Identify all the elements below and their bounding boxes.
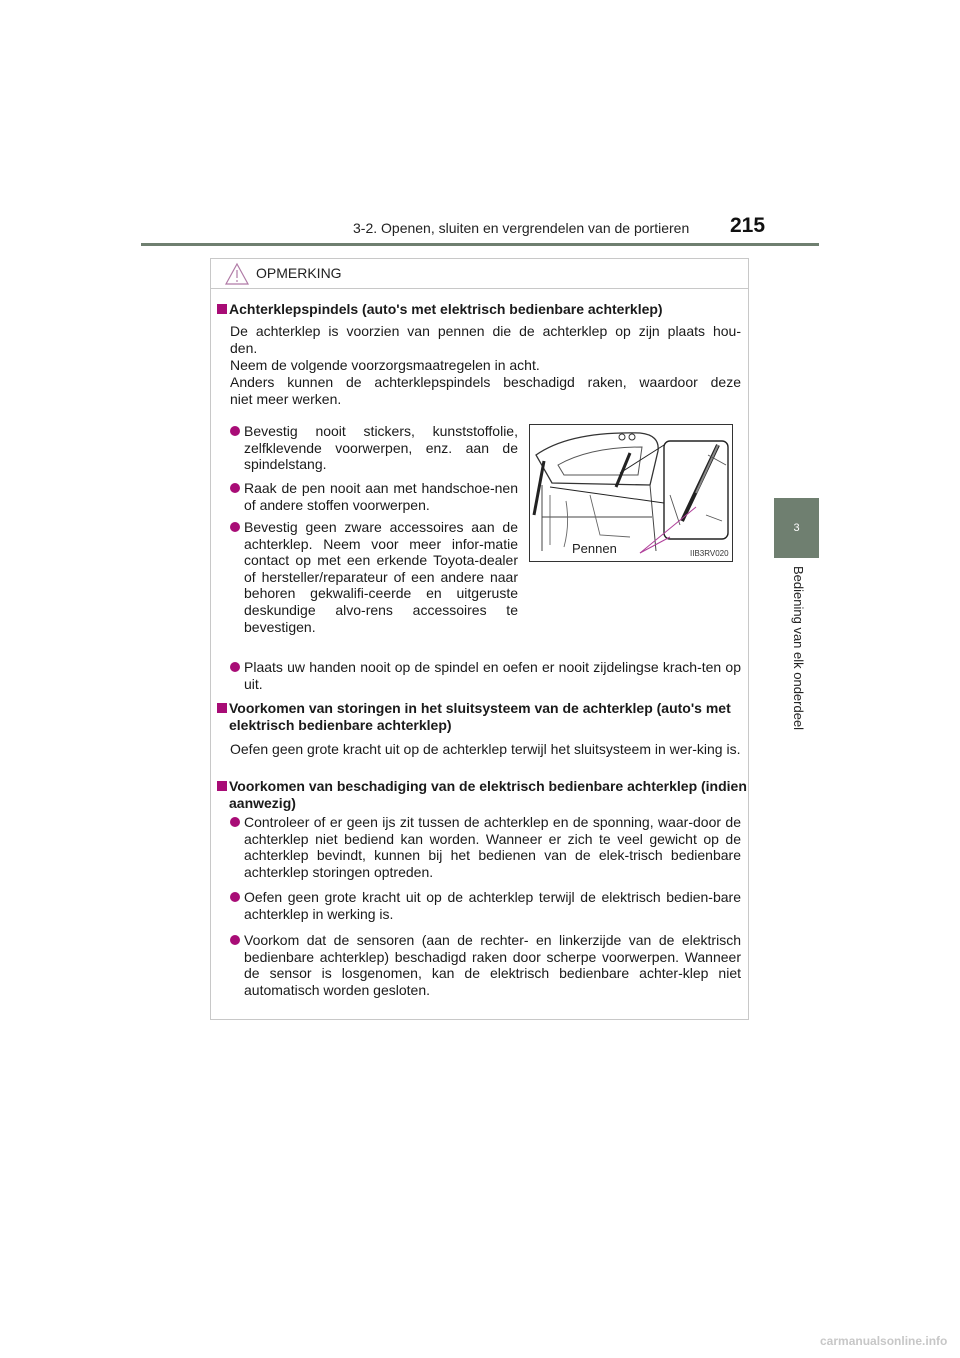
chapter-tab <box>774 498 819 558</box>
round-bullet-icon <box>230 662 240 672</box>
square-bullet-icon <box>217 703 227 713</box>
paragraph-line: Neem de volgende voorzorgsmaatregelen in acht. <box>230 357 540 373</box>
section-heading-closing-system: Voorkomen van storingen in het sluitsysteem van de achterklep (auto's met elektrisch bedienbare achterklep) <box>215 700 759 733</box>
notice-header <box>211 259 748 289</box>
square-bullet-icon <box>217 304 227 314</box>
paragraph-line: De achterklep is voorzien van pennen die de achterklep op zijn plaats hou- <box>230 323 741 339</box>
round-bullet-icon <box>230 522 240 532</box>
list-item: Oefen geen grote kracht uit op de achterklep terwijl de elektrisch bedien-bare achterklep in werking is. <box>230 889 741 922</box>
figure-code: IIB3RV020 <box>690 549 729 558</box>
list-item: Plaats uw handen nooit op de spindel en oefen er nooit zijdelingse krach-ten op uit. <box>230 659 741 692</box>
list-item: Controleer of er geen ijs zit tussen de achterklep en de sponning, waar-door de achterklep niet bediend kan worden. Wanneer er zich te veel gewicht op de achterklep bevindt, kunnen bij het bedienen van de elek-trisch bedienbare achterklep storingen optreden. <box>230 814 741 880</box>
paragraph-line: niet meer werken. <box>230 391 342 407</box>
notice-box <box>210 258 749 1020</box>
chapter-label: Bediening van elk onderdeel <box>791 566 806 731</box>
round-bullet-icon <box>230 892 240 902</box>
warning-triangle-icon <box>224 262 250 286</box>
round-bullet-icon <box>230 426 240 436</box>
square-bullet-icon <box>217 781 227 791</box>
tailgate-spindle-figure <box>529 424 733 562</box>
list-item: Voorkom dat de sensoren (aan de rechter- en linkerzijde van de elektrisch bedienbare achterklep) beschadigd raken door scherpe voorwerpen. Wanneer de sensor is losgenomen, kan de elektrisch bedienbare achter-klep niet automatisch worden gesloten. <box>230 932 741 998</box>
header-rule <box>141 243 819 246</box>
chapter-number: 3 <box>793 522 800 534</box>
round-bullet-icon <box>230 935 240 945</box>
paragraph-line: Anders kunnen de achterklepspindels beschadigd raken, waardoor deze <box>230 374 741 390</box>
notice-label: OPMERKING <box>256 265 342 281</box>
section-heading-spindles: Achterklepspindels (auto's met elektrisch bedienbare achterklep) <box>215 301 759 318</box>
page-number: 215 <box>730 214 766 237</box>
list-item: Raak de pen nooit aan met handschoe-nen of andere stoffen voorwerpen. <box>230 480 518 513</box>
round-bullet-icon <box>230 817 240 827</box>
paragraph: Oefen geen grote kracht uit op de achterklep terwijl het sluitsysteem in wer-king is. <box>230 741 741 757</box>
paragraph-line: den. <box>230 340 258 356</box>
running-header-title: 3-2. Openen, sluiten en vergrendelen van de portieren <box>353 220 690 236</box>
list-item: Bevestig geen zware accessoires aan de achterklep. Neem voor meer infor-matie contact op met een erkende Toyota-dealer of hersteller/reparateur of een andere naar behoren gekwalifi-ceerde en uitgeruste deskundige alvo-rens accessoires te bevestigen. <box>230 519 518 635</box>
list-item: Bevestig nooit stickers, kunststoffolie, zelfklevende voorwerpen, enz. aan de spindelstang. <box>230 423 518 473</box>
footer-brand-watermark: carmanualsonline.info <box>820 1334 948 1348</box>
figure-label-pennen: Pennen <box>572 541 617 556</box>
section-heading-power-tailgate: Voorkomen van beschadiging van de elektrisch bedienbare achterklep (indien aanwezig) <box>215 778 759 811</box>
round-bullet-icon <box>230 483 240 493</box>
tailgate-illustration <box>530 425 733 562</box>
